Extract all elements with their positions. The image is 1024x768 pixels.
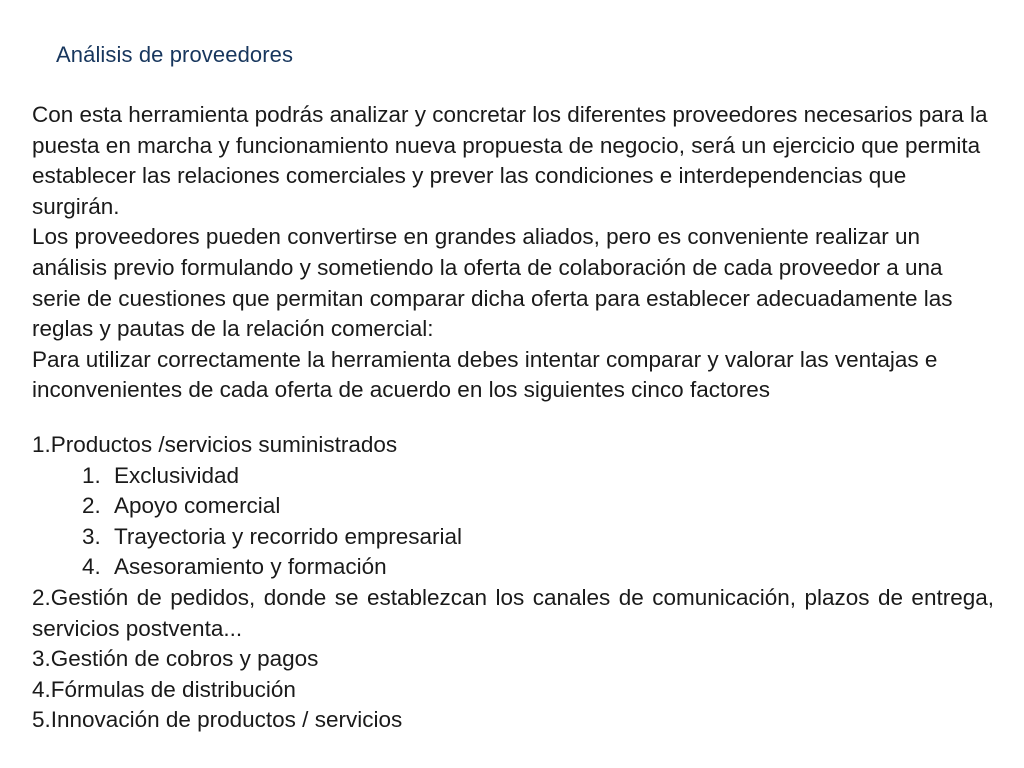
subfactor-item (32, 461, 994, 492)
subfactor-item (32, 491, 994, 522)
instructions-paragraph: Para utilizar correctamente la herramienta debes intentar comparar y valorar las ventajas e inconvenientes de cada oferta de acuerdo en los siguientes cinco factores (32, 346, 938, 403)
factor-item-2: 2.Gestión de pedidos, donde se establezcan los canales de comunicación, plazos de entrega, servicios postventa... (32, 584, 994, 641)
subfactor-item (32, 552, 994, 583)
subfactor-label: Exclusividad (114, 462, 240, 488)
subfactor-label: Apoyo comercial (114, 493, 281, 519)
subfactor-label: Trayectoria y recorrido empresarial (114, 523, 463, 549)
factor-item-3: 3.Gestión de cobros y pagos (32, 646, 319, 672)
subfactor-number: 3. (82, 523, 101, 549)
factor-item-5: 5.Innovación de productos / servicios (32, 707, 403, 733)
suppliers-paragraph: Los proveedores pueden convertirse en grandes aliados, pero es conveniente realizar un análisis previo formulando y sometiendo la oferta de colaboración de cada proveedor a una serie de cuestiones que permitan comparar dicha oferta para establecer adecuadamente las reglas y pautas de la relación comercial: (32, 224, 953, 342)
subfactor-number: 2. (82, 493, 101, 519)
spacer (32, 406, 994, 430)
page-title: Análisis de proveedores (56, 42, 294, 67)
subfactor-item (32, 522, 994, 553)
subfactor-label: Asesoramiento y formación (114, 554, 387, 580)
document-body (32, 100, 994, 736)
subfactor-number: 4. (82, 554, 101, 580)
factor-list (32, 430, 994, 736)
subfactor-number: 1. (82, 462, 101, 488)
factor-item-4: 4.Fórmulas de distribución (32, 676, 296, 702)
factor-item-1: 1.Productos /servicios suministrados (32, 431, 398, 457)
intro-paragraph: Con esta herramienta podrás analizar y concretar los diferentes proveedores necesarios para la puesta en marcha y funcionamiento nueva propuesta de negocio, será un ejercicio que permita establecer las relaciones comerciales y prever las condiciones e interdependencias que surgirán. (32, 102, 988, 219)
